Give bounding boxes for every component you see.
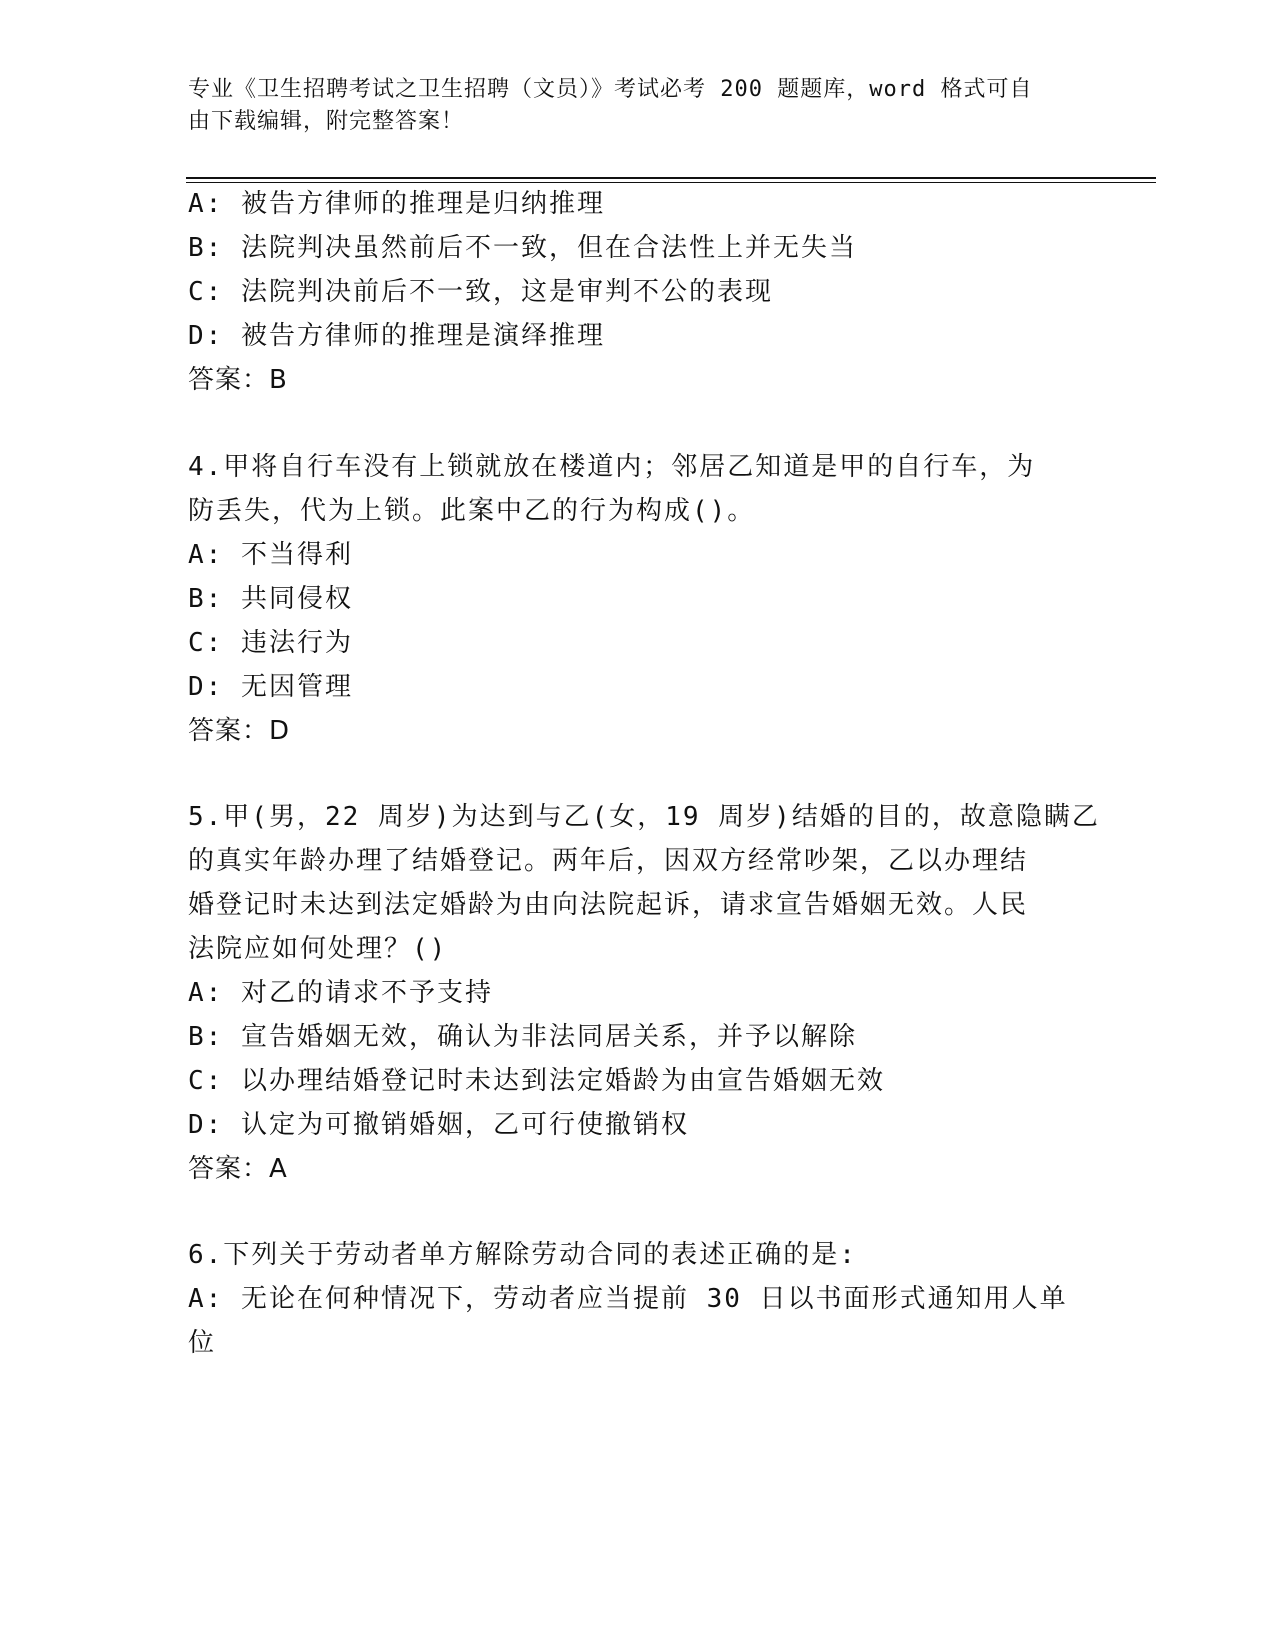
document-header	[188, 74, 1068, 138]
q3-option-d: D: 被告方律师的推理是演绎推理	[188, 321, 605, 351]
header-line-2: 由下载编辑，附完整答案！	[188, 109, 465, 134]
q4-option-b: B: 共同侵权	[188, 584, 353, 614]
q5-stem-line-1: 5.甲(男，22 周岁)为达到与乙(女，19 周岁)结婚的目的，故意隐瞒乙	[188, 802, 1100, 832]
q4-stem-line-2: 防丢失，代为上锁。此案中乙的行为构成()。	[188, 496, 756, 526]
q5-answer: 答案：A	[188, 1154, 288, 1184]
q5-stem-line-4: 法院应如何处理？()	[188, 934, 448, 964]
q5-option-a: A: 对乙的请求不予支持	[188, 978, 493, 1008]
q4-option-d: D: 无因管理	[188, 672, 353, 702]
q5-option-c: C: 以办理结婚登记时未达到法定婚龄为由宣告婚姻无效	[188, 1066, 885, 1096]
q4-option-a: A: 不当得利	[188, 540, 353, 570]
q6-option-a-line-2: 位	[188, 1328, 217, 1358]
header-divider-thick	[186, 177, 1156, 179]
q3-answer: 答案：B	[188, 365, 288, 395]
q5-option-d: D: 认定为可撤销婚姻，乙可行使撤销权	[188, 1110, 689, 1140]
header-divider-thin	[186, 182, 1156, 183]
q5-stem-line-3: 婚登记时未达到法定婚龄为由向法院起诉，请求宣告婚姻无效。人民	[188, 890, 1029, 920]
q3-option-a: A: 被告方律师的推理是归纳推理	[188, 189, 605, 219]
q3-option-b: B: 法院判决虽然前后不一致，但在合法性上并无失当	[188, 233, 857, 263]
q4-stem-line-1: 4.甲将自行车没有上锁就放在楼道内；邻居乙知道是甲的自行车，为	[188, 452, 1036, 482]
q5-option-b: B: 宣告婚姻无效，确认为非法同居关系，并予以解除	[188, 1022, 857, 1052]
q6-stem-line-1: 6.下列关于劳动者单方解除劳动合同的表述正确的是:	[188, 1240, 857, 1270]
q6-option-a-line-1: A: 无论在何种情况下，劳动者应当提前 30 日以书面形式通知用人单	[188, 1284, 1068, 1314]
header-line-1: 专业《卫生招聘考试之卫生招聘（文员）》考试必考 200 题题库，word 格式可自	[188, 77, 1033, 102]
q5-stem-line-2: 的真实年龄办理了结婚登记。两年后，因双方经常吵架，乙以办理结	[188, 846, 1029, 876]
q4-answer: 答案：D	[188, 716, 291, 746]
q3-option-c: C: 法院判决前后不一致，这是审判不公的表现	[188, 277, 773, 307]
q4-option-c: C: 违法行为	[188, 628, 353, 658]
